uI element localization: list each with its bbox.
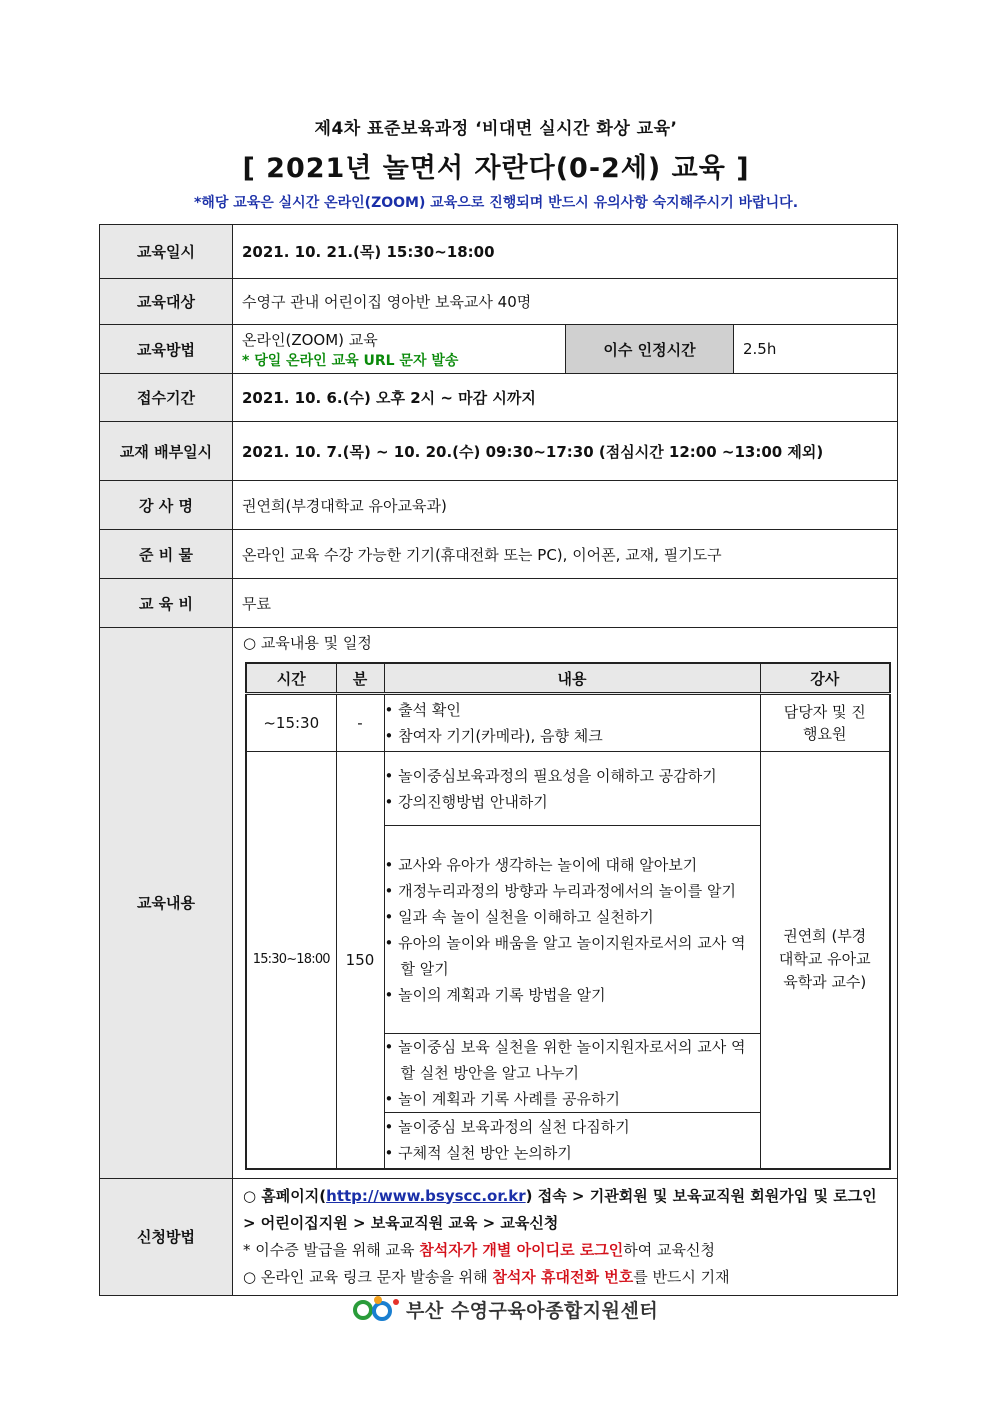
value-date: 2021. 10. 21.(목) 15:30~18:00 <box>233 225 898 279</box>
apply-l2-start: * 이수증 발급을 위해 교육 <box>243 1240 420 1259</box>
label-apply: 신청방법 <box>100 1178 233 1295</box>
label-hours: 이수 인정시간 <box>566 325 734 374</box>
row1-minutes: - <box>336 694 384 752</box>
value-lecturer: 권연희(부경대학교 유아교육과) <box>233 481 898 530</box>
apply-l3-emphasis: 참석자 휴대전화 번호 <box>492 1267 634 1286</box>
label-lecturer: 강 사 명 <box>100 481 233 530</box>
label-method: 교육방법 <box>100 325 233 374</box>
list-item: • 강의진행방법 안내하기 <box>384 792 548 811</box>
list-item: • 일과 속 놀이 실천을 이해하고 실천하기 <box>384 907 654 926</box>
apply-line-3 <box>243 1264 889 1291</box>
apply-line-1 <box>243 1183 889 1237</box>
value-target: 수영구 관내 어린이집 영아반 보육교사 40명 <box>233 279 898 325</box>
list-item: • 출석 확인 <box>384 701 461 719</box>
apply-l1-end: ) 접속 > 기관회원 및 보육교직원 회원가입 및 로그인 > 어린이집지원 > 보육교직원 교육 > 교육신청 <box>243 1186 877 1232</box>
row2-group2 <box>384 826 760 1034</box>
row2-time: 15:30~18:00 <box>246 752 336 1169</box>
schedule-table <box>245 662 891 1170</box>
homepage-link[interactable]: http://www.bsyscc.or.kr <box>326 1186 526 1205</box>
label-material: 교재 배부일시 <box>100 422 233 481</box>
row2-group4 <box>384 1113 760 1169</box>
row2-instructor: 권연희 (부경대학교 유아교육학과 교수) <box>760 752 890 1169</box>
row2-group3 <box>384 1034 760 1113</box>
info-table <box>99 224 898 1296</box>
list-item: • 놀이의 계획과 기록 방법을 알기 <box>384 985 606 1004</box>
apply-l1-start: ○ 홈페이지( <box>243 1186 327 1205</box>
list-item: • 교사와 유아가 생각하는 놀이에 대해 알아보기 <box>384 855 698 874</box>
content-cell <box>233 628 898 1179</box>
apply-l2-end: 하여 교육신청 <box>623 1240 716 1259</box>
table-row <box>246 752 890 826</box>
value-prep: 온라인 교육 수강 가능한 기기(휴대전화 또는 PC), 이어폰, 교재, 필기도구 <box>233 530 898 579</box>
list-item: • 유아의 놀이와 배움을 알고 놀이지원자로서의 교사 역할 알기 <box>384 933 746 978</box>
method-text: 온라인(ZOOM) 교육 <box>242 330 378 349</box>
list-item: • 놀이중심 보육과정의 실천 다짐하기 <box>384 1118 630 1137</box>
label-target: 교육대상 <box>100 279 233 325</box>
row2-minutes: 150 <box>336 752 384 1169</box>
doc-title: [ 2021년 놀면서 자란다(0-2세) 교육 ] <box>242 153 750 184</box>
sched-header-instructor: 강사 <box>760 663 890 694</box>
apply-line-2 <box>243 1237 889 1264</box>
label-content: 교육내용 <box>100 628 233 1179</box>
footer-org-name: 부산 수영구육아종합지원센터 <box>406 1299 659 1322</box>
list-item: • 구체적 실천 방안 논의하기 <box>384 1144 572 1163</box>
row1-time: ~15:30 <box>246 694 336 752</box>
label-reception: 접수기간 <box>100 374 233 422</box>
sched-header-content: 내용 <box>384 663 760 694</box>
center-logo-icon <box>352 1294 402 1324</box>
content-title: ○ 교육내용 및 일정 <box>243 634 372 652</box>
table-row <box>246 694 890 752</box>
apply-l3-end: 를 반드시 기재 <box>633 1267 730 1286</box>
list-item: • 놀이 계획과 기록 사례를 공유하기 <box>384 1090 621 1108</box>
doc-subtitle: 제4차 표준보육과정 ‘비대면 실시간 화상 교육’ <box>314 119 678 139</box>
list-item: • 놀이중심 보육 실천을 위한 놀이지원자로서의 교사 역할 실천 방안을 알고 나누기 <box>384 1038 746 1082</box>
apply-l2-emphasis: 참석자가 개별 아이디로 로그인 <box>419 1240 624 1259</box>
method-note: * 당일 온라인 교육 URL 문자 발송 <box>242 352 459 369</box>
list-item: • 개정누리과정의 방향과 누리과정에서의 놀이를 알기 <box>384 881 736 900</box>
sched-header-time: 시간 <box>246 663 336 694</box>
row2-group1 <box>384 752 760 826</box>
footer <box>352 1293 658 1325</box>
value-hours: 2.5h <box>734 325 898 374</box>
sched-header-minutes: 분 <box>336 663 384 694</box>
apply-cell <box>233 1178 898 1295</box>
value-fee: 무료 <box>233 579 898 628</box>
value-reception: 2021. 10. 6.(수) 오후 2시 ~ 마감 시까지 <box>233 374 898 422</box>
list-item: • 참여자 기기(카메라), 음향 체크 <box>384 727 603 745</box>
value-material: 2021. 10. 7.(목) ~ 10. 20.(수) 09:30~17:30 (점심시간 12:00 ~13:00 제외) <box>233 422 898 481</box>
list-item: • 놀이중심보육과정의 필요성을 이해하고 공감하기 <box>384 766 717 785</box>
label-prep: 준 비 물 <box>100 530 233 579</box>
row1-items <box>384 694 760 752</box>
notice-text: *해당 교육은 실시간 온라인(ZOOM) 교육으로 진행되며 반드시 유의사항 숙지해주시기 바랍니다. <box>193 195 799 211</box>
value-method <box>233 325 566 374</box>
label-date: 교육일시 <box>100 225 233 279</box>
label-fee: 교 육 비 <box>100 579 233 628</box>
row1-instructor: 담당자 및 진행요원 <box>760 694 890 752</box>
apply-l3-start: ○ 온라인 교육 링크 문자 발송을 위해 <box>243 1267 493 1286</box>
